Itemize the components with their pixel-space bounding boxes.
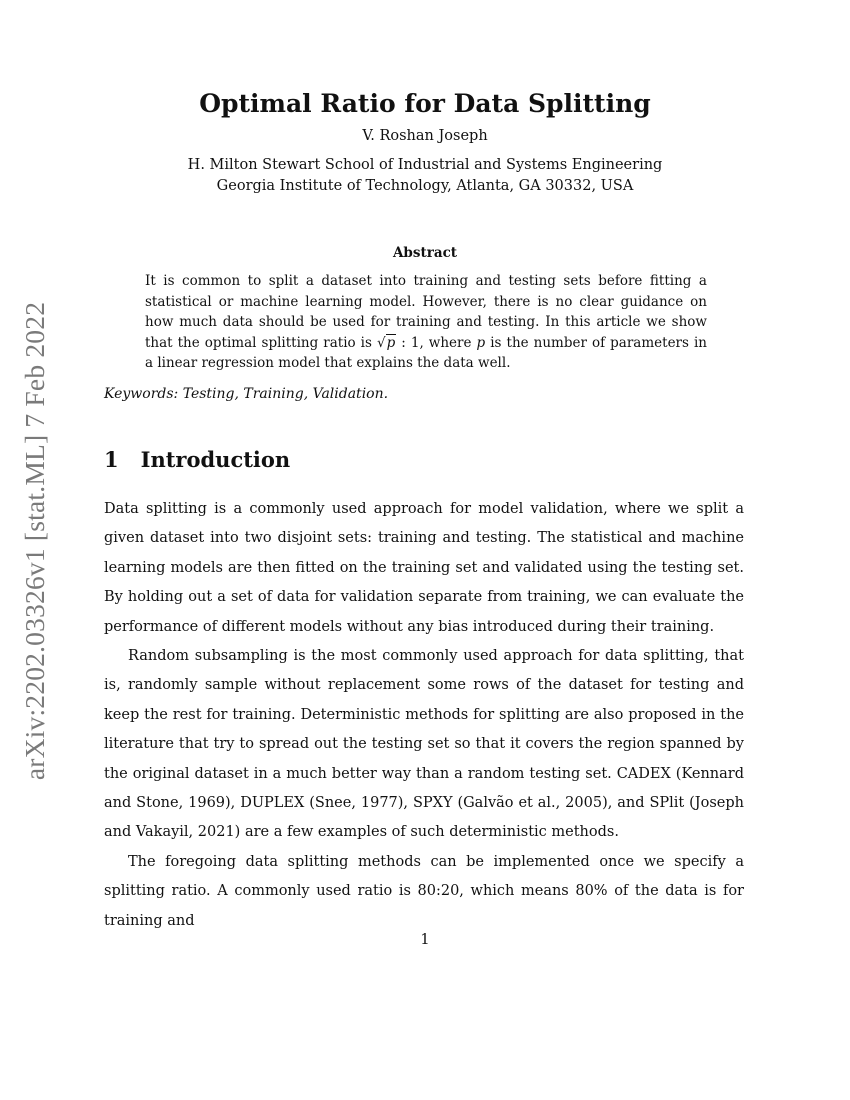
page-number: 1 xyxy=(420,932,430,948)
sqrt-radicand: p xyxy=(386,334,396,351)
abstract-body xyxy=(145,271,707,374)
affiliation-line-2: Georgia Institute of Technology, Atlanta, GA 30332, USA xyxy=(216,178,634,194)
paper-title: Optimal Ratio for Data Splitting xyxy=(199,89,651,118)
arxiv-side-stamp xyxy=(10,296,60,786)
paragraph-2: Random subsampling is the most commonly used approach for data splitting, that is, randomly sample without replacement some rows of the dataset for testing and keep the rest for training. Deterministic methods for splitting are also proposed in the literature that try to spread out the testing set so that it covers the region spanned by the original dataset in a much better way than a random testing set. CADEX (Kennard and Stone, 1969), DUPLEX (Snee, 1977), SPXY (Galvão et al., 2005), and SPlit (Joseph and Vakayil, 2021) are a few examples of such deterministic methods. xyxy=(104,648,744,841)
abstract-heading: Abstract xyxy=(392,245,458,261)
abstract-paragraph xyxy=(145,271,707,374)
abstract-text-end: is the number of parameters in a linear regression model that explains the data well. xyxy=(145,334,707,371)
section-number: 1 xyxy=(104,447,119,472)
section-heading-introduction xyxy=(104,446,290,474)
affiliation-line-1: H. Milton Stewart School of Industrial and Systems Engineering xyxy=(187,157,663,173)
abstract-text-start: It is common to split a dataset into training and testing sets before fitting a statistical or machine learning model. However, there is no clear guidance on how much data should be used for training and testing. In this article we show that the optimal splitting ratio is xyxy=(145,273,707,351)
arxiv-identifier: arXiv:2202.03326v1 [stat.ML] 7 Feb 2022 xyxy=(19,301,50,781)
keywords: Keywords: Testing, Training, Validation. xyxy=(104,386,389,402)
author-name: V. Roshan Joseph xyxy=(362,128,488,144)
paragraph-1: Data splitting is a commonly used approach for model validation, where we split a given dataset into two disjoint sets: training and testing. The statistical and machine learning models are then fitted on the training set and validated using the testing set. By holding out a set of data for validation separate from training, we can evaluate the performance of different models without any bias introduced during their training. xyxy=(104,501,744,635)
param-symbol: p xyxy=(476,334,486,351)
sqrt-symbol: √ xyxy=(376,334,386,351)
paragraph-3: The foregoing data splitting methods can be implemented once we specify a splitting ratio. A commonly used ratio is 80:20, which means 80% of the data is for training and xyxy=(104,853,744,929)
section-title: Introduction xyxy=(140,447,291,472)
introduction-body xyxy=(104,495,744,936)
abstract-text-ratio: : 1, where xyxy=(396,334,477,351)
sqrt-p-formula xyxy=(377,333,396,354)
